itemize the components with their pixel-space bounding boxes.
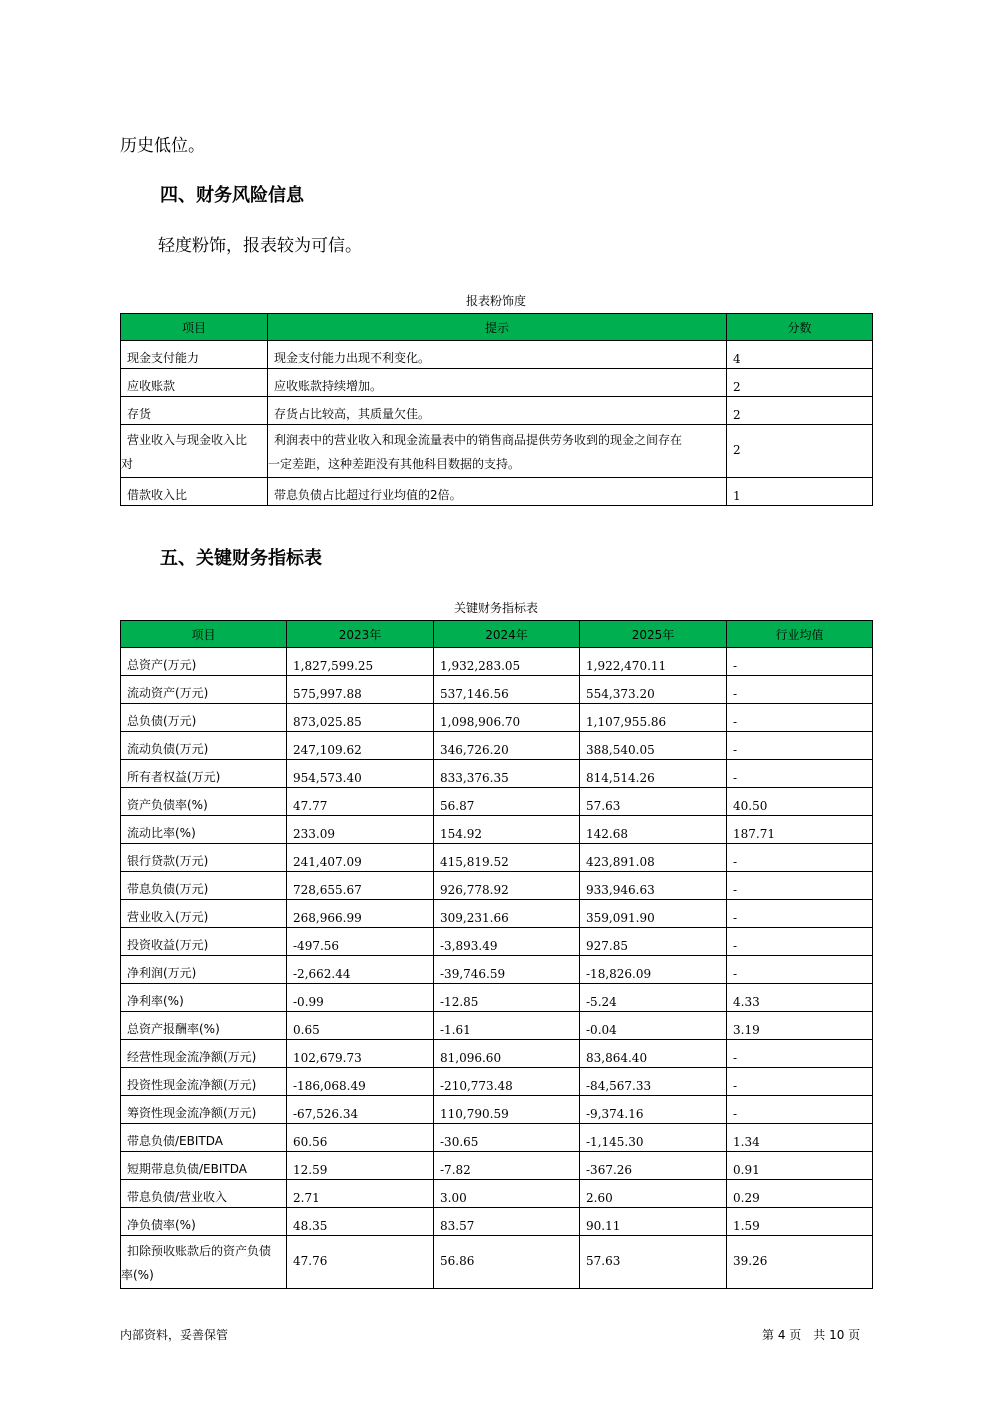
row-item xyxy=(121,1236,287,1289)
value-2024: 110,790.59 xyxy=(434,1096,580,1124)
table-row xyxy=(121,425,873,478)
value-2024: 415,819.52 xyxy=(434,844,580,872)
value-2023: 873,025.85 xyxy=(287,704,434,732)
table-row xyxy=(121,788,873,816)
row-hint-line1: 利润表中的营业收入和现金流量表中的销售商品提供劳务收到的现金之间存在 xyxy=(274,433,683,447)
value-industry-avg: - xyxy=(727,1068,873,1096)
row-item: 借款收入比 xyxy=(121,478,268,506)
value-industry-avg: 0.91 xyxy=(727,1152,873,1180)
row-item: 总负债(万元) xyxy=(121,704,287,732)
value-2024: -7.82 xyxy=(434,1152,580,1180)
value-industry-avg: - xyxy=(727,648,873,676)
value-2023: 233.09 xyxy=(287,816,434,844)
table-row xyxy=(121,1040,873,1068)
value-2024: -12.85 xyxy=(434,984,580,1012)
value-2023: 0.65 xyxy=(287,1012,434,1040)
row-item: 净利润(万元) xyxy=(121,956,287,984)
row-item: 资产负债率(%) xyxy=(121,788,287,816)
table-row xyxy=(121,956,873,984)
table-row xyxy=(121,1208,873,1236)
value-2024: 1,098,906.70 xyxy=(434,704,580,732)
value-industry-avg: - xyxy=(727,704,873,732)
value-2023: 954,573.40 xyxy=(287,760,434,788)
value-2023: 575,997.88 xyxy=(287,676,434,704)
row-item: 存货 xyxy=(121,397,268,425)
row-item: 净负债率(%) xyxy=(121,1208,287,1236)
row-item: 总资产(万元) xyxy=(121,648,287,676)
value-2025: 423,891.08 xyxy=(580,844,727,872)
value-2024: 346,726.20 xyxy=(434,732,580,760)
row-item: 短期带息负债/EBITDA xyxy=(121,1152,287,1180)
value-2024: 56.87 xyxy=(434,788,580,816)
table-row xyxy=(121,984,873,1012)
value-2023: 247,109.62 xyxy=(287,732,434,760)
value-2023: 60.56 xyxy=(287,1124,434,1152)
table-row xyxy=(121,732,873,760)
value-2024: 81,096.60 xyxy=(434,1040,580,1068)
value-2025: 359,091.90 xyxy=(580,900,727,928)
value-industry-avg: - xyxy=(727,844,873,872)
value-2023: 12.59 xyxy=(287,1152,434,1180)
value-industry-avg: - xyxy=(727,872,873,900)
value-2025: -367.26 xyxy=(580,1152,727,1180)
value-industry-avg: 0.29 xyxy=(727,1180,873,1208)
row-item xyxy=(121,425,268,478)
table-row xyxy=(121,1124,873,1152)
table-row xyxy=(121,872,873,900)
value-2024: 537,146.56 xyxy=(434,676,580,704)
value-2023: 47.76 xyxy=(287,1236,434,1289)
value-2023: -497.56 xyxy=(287,928,434,956)
row-score: 2 xyxy=(727,369,873,397)
value-2024: 1,932,283.05 xyxy=(434,648,580,676)
value-2025: 554,373.20 xyxy=(580,676,727,704)
value-industry-avg: - xyxy=(727,1040,873,1068)
row-hint: 现金支付能力出现不利变化。 xyxy=(268,341,727,369)
value-2025: 90.11 xyxy=(580,1208,727,1236)
value-2023: 1,827,599.25 xyxy=(287,648,434,676)
row-item-line1: 营业收入与现金收入比 xyxy=(127,433,248,447)
row-item: 投资收益(万元) xyxy=(121,928,287,956)
row-item: 带息负债/EBITDA xyxy=(121,1124,287,1152)
table-row xyxy=(121,369,873,397)
row-item: 流动资产(万元) xyxy=(121,676,287,704)
col-header-2023: 2023年 xyxy=(287,621,434,648)
row-item-line2: 率(%) xyxy=(121,1268,154,1282)
row-hint xyxy=(268,425,727,478)
value-2025: -0.04 xyxy=(580,1012,727,1040)
value-industry-avg: 1.59 xyxy=(727,1208,873,1236)
table-row xyxy=(121,1152,873,1180)
row-hint: 带息负债占比超过行业均值的2倍。 xyxy=(268,478,727,506)
value-2023: 47.77 xyxy=(287,788,434,816)
value-2024: 926,778.92 xyxy=(434,872,580,900)
value-industry-avg: 4.33 xyxy=(727,984,873,1012)
row-item: 投资性现金流净额(万元) xyxy=(121,1068,287,1096)
value-2025: 927.85 xyxy=(580,928,727,956)
value-2025: 83,864.40 xyxy=(580,1040,727,1068)
value-industry-avg: 187.71 xyxy=(727,816,873,844)
col-header-score: 分数 xyxy=(727,314,873,341)
value-2024: 833,376.35 xyxy=(434,760,580,788)
value-2025: 388,540.05 xyxy=(580,732,727,760)
col-header-hint: 提示 xyxy=(268,314,727,341)
row-score: 4 xyxy=(727,341,873,369)
row-item: 带息负债/营业收入 xyxy=(121,1180,287,1208)
row-hint: 应收账款持续增加。 xyxy=(268,369,727,397)
row-item: 流动比率(%) xyxy=(121,816,287,844)
value-2023: 2.71 xyxy=(287,1180,434,1208)
table2-caption: 关键财务指标表 xyxy=(453,601,538,615)
col-header-2024: 2024年 xyxy=(434,621,580,648)
section5-heading: 五、关键财务指标表 xyxy=(160,548,322,569)
table-row xyxy=(121,816,873,844)
table-row xyxy=(121,844,873,872)
value-2024: 56.86 xyxy=(434,1236,580,1289)
key-financial-table xyxy=(120,620,873,1289)
value-2023: -2,662.44 xyxy=(287,956,434,984)
section4-summary: 轻度粉饰，报表较为可信。 xyxy=(158,236,362,256)
value-2024: 309,231.66 xyxy=(434,900,580,928)
value-2023: 48.35 xyxy=(287,1208,434,1236)
table-row xyxy=(121,1180,873,1208)
table-row xyxy=(121,1236,873,1289)
value-2025: 1,107,955.86 xyxy=(580,704,727,732)
table-row xyxy=(121,676,873,704)
row-item: 银行贷款(万元) xyxy=(121,844,287,872)
value-2024: 83.57 xyxy=(434,1208,580,1236)
value-2024: 154.92 xyxy=(434,816,580,844)
table-row xyxy=(121,900,873,928)
col-header-industry-avg: 行业均值 xyxy=(727,621,873,648)
table-row xyxy=(121,704,873,732)
col-header-item: 项目 xyxy=(121,621,287,648)
table-row xyxy=(121,1068,873,1096)
table-row xyxy=(121,928,873,956)
col-header-2025: 2025年 xyxy=(580,621,727,648)
value-industry-avg: - xyxy=(727,956,873,984)
row-item-line1: 扣除预收账款后的资产负债 xyxy=(127,1244,272,1258)
row-item: 总资产报酬率(%) xyxy=(121,1012,287,1040)
row-item: 营业收入(万元) xyxy=(121,900,287,928)
value-2025: 142.68 xyxy=(580,816,727,844)
table-row xyxy=(121,1012,873,1040)
row-item: 净利率(%) xyxy=(121,984,287,1012)
value-industry-avg: - xyxy=(727,732,873,760)
value-2023: -0.99 xyxy=(287,984,434,1012)
col-header-item: 项目 xyxy=(121,314,268,341)
table-row xyxy=(121,397,873,425)
value-industry-avg: 1.34 xyxy=(727,1124,873,1152)
table-row xyxy=(121,341,873,369)
value-2024: -210,773.48 xyxy=(434,1068,580,1096)
value-2025: 2.60 xyxy=(580,1180,727,1208)
value-2025: 57.63 xyxy=(580,1236,727,1289)
value-2025: 814,514.26 xyxy=(580,760,727,788)
value-2025: 1,922,470.11 xyxy=(580,648,727,676)
value-2025: 57.63 xyxy=(580,788,727,816)
value-2025: -9,374.16 xyxy=(580,1096,727,1124)
row-score: 2 xyxy=(727,397,873,425)
value-2025: -84,567.33 xyxy=(580,1068,727,1096)
row-score: 1 xyxy=(727,478,873,506)
value-industry-avg: 3.19 xyxy=(727,1012,873,1040)
value-2024: -39,746.59 xyxy=(434,956,580,984)
value-industry-avg: - xyxy=(727,928,873,956)
value-2023: 102,679.73 xyxy=(287,1040,434,1068)
table-row xyxy=(121,478,873,506)
intro-text: 历史低位。 xyxy=(120,136,205,156)
value-2023: -67,526.34 xyxy=(287,1096,434,1124)
table-row xyxy=(121,1096,873,1124)
row-score: 2 xyxy=(727,425,873,478)
row-item: 流动负债(万元) xyxy=(121,732,287,760)
value-industry-avg: 40.50 xyxy=(727,788,873,816)
value-2025: -5.24 xyxy=(580,984,727,1012)
value-2024: -3,893.49 xyxy=(434,928,580,956)
row-hint-line2: 一定差距，这种差距没有其他科目数据的支持。 xyxy=(268,457,521,471)
value-industry-avg: - xyxy=(727,760,873,788)
footer-page-number: 第 4 页 共 10 页 xyxy=(762,1328,861,1342)
value-industry-avg: - xyxy=(727,1096,873,1124)
value-2023: 268,966.99 xyxy=(287,900,434,928)
value-2023: 728,655.67 xyxy=(287,872,434,900)
row-item: 应收账款 xyxy=(121,369,268,397)
table1-caption: 报表粉饰度 xyxy=(465,294,526,308)
row-item: 现金支付能力 xyxy=(121,341,268,369)
row-item: 筹资性现金流净额(万元) xyxy=(121,1096,287,1124)
value-2024: 3.00 xyxy=(434,1180,580,1208)
value-2023: 241,407.09 xyxy=(287,844,434,872)
value-industry-avg: - xyxy=(727,676,873,704)
row-item: 经营性现金流净额(万元) xyxy=(121,1040,287,1068)
footer-confidential: 内部资料，妥善保管 xyxy=(120,1328,229,1342)
row-item: 带息负债(万元) xyxy=(121,872,287,900)
row-hint: 存货占比较高，其质量欠佳。 xyxy=(268,397,727,425)
value-2025: -18,826.09 xyxy=(580,956,727,984)
value-2025: 933,946.63 xyxy=(580,872,727,900)
row-item-line2: 对 xyxy=(121,457,134,471)
section4-heading: 四、财务风险信息 xyxy=(160,185,304,206)
row-item: 所有者权益(万元) xyxy=(121,760,287,788)
value-2024: -30.65 xyxy=(434,1124,580,1152)
value-industry-avg: - xyxy=(727,900,873,928)
table-row xyxy=(121,760,873,788)
value-industry-avg: 39.26 xyxy=(727,1236,873,1289)
table-row xyxy=(121,648,873,676)
whitewash-table xyxy=(120,313,873,506)
value-2025: -1,145.30 xyxy=(580,1124,727,1152)
value-2023: -186,068.49 xyxy=(287,1068,434,1096)
value-2024: -1.61 xyxy=(434,1012,580,1040)
